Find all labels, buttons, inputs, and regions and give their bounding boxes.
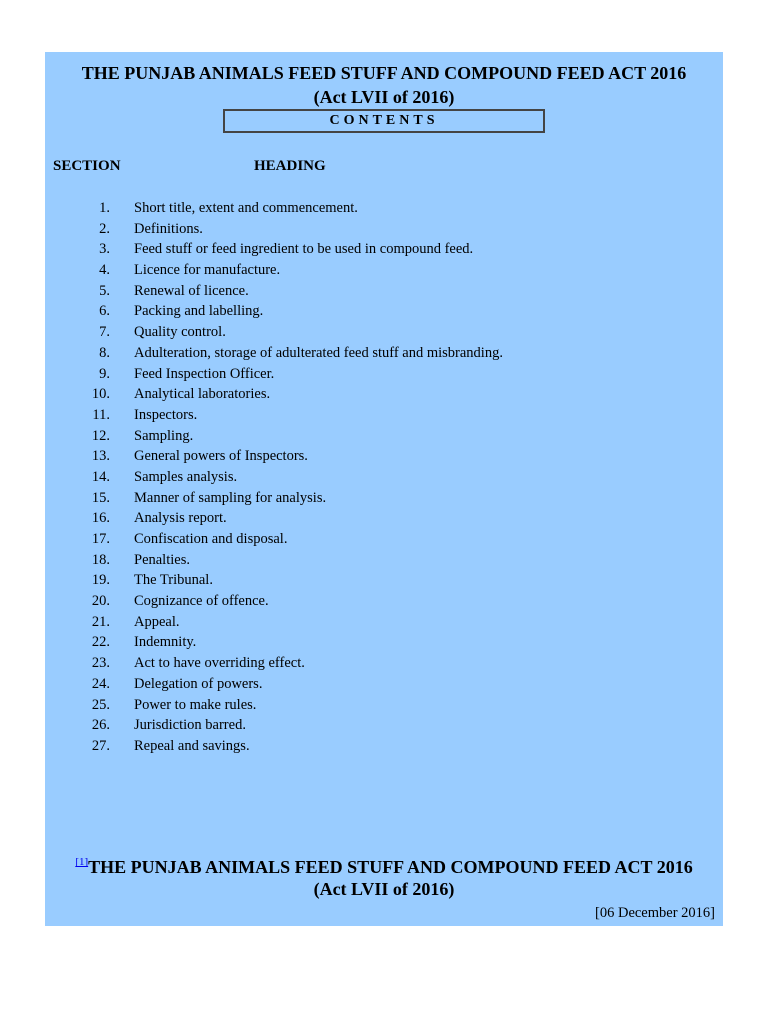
section-heading: Definitions.	[134, 220, 203, 237]
section-heading: Quality control.	[134, 324, 226, 341]
section-number: 11.	[92, 406, 110, 423]
section-heading: The Tribunal.	[134, 572, 213, 589]
section-heading: Penalties.	[134, 551, 190, 568]
section-heading: Manner of sampling for analysis.	[134, 489, 327, 506]
contents-list	[45, 198, 723, 757]
section-number: 22.	[91, 634, 110, 651]
section-heading: Act to have overriding effect.	[134, 655, 305, 672]
contents-item	[45, 405, 723, 426]
section-heading: Feed stuff or feed ingredient to be used in compound feed.	[134, 241, 474, 258]
contents-item	[45, 508, 723, 529]
contents-item	[45, 591, 723, 612]
contents-item	[45, 322, 723, 343]
section-number: 7.	[99, 324, 110, 341]
document-page	[45, 52, 723, 926]
act-title: THE PUNJAB ANIMALS FEED STUFF AND COMPOUND FEED ACT 2016	[81, 63, 687, 83]
section-heading: Packing and labelling.	[134, 303, 264, 320]
contents-item	[45, 364, 723, 385]
contents-item	[45, 632, 723, 653]
footnote-link[interactable]: [1]	[75, 856, 89, 868]
contents-item	[45, 426, 723, 447]
section-number: 25.	[91, 696, 110, 713]
contents-item	[45, 239, 723, 260]
section-number: 6.	[99, 303, 110, 320]
act-title-heading	[45, 851, 723, 878]
section-heading: Inspectors.	[134, 406, 198, 423]
section-number: 24.	[91, 675, 110, 692]
section-number: 26.	[91, 717, 110, 734]
act-title-body: THE PUNJAB ANIMALS FEED STUFF AND COMPOUND FEED ACT 2016	[88, 857, 693, 877]
section-number: 12.	[91, 427, 110, 444]
contents-item	[45, 219, 723, 240]
section-number: 8.	[99, 344, 110, 361]
contents-item	[45, 281, 723, 302]
section-heading: Delegation of powers.	[134, 675, 263, 692]
section-number: 4.	[99, 262, 110, 279]
section-number: 1.	[99, 200, 110, 216]
contents-item	[45, 674, 723, 695]
section-number: 16.	[91, 510, 110, 527]
enactment-date: [06 December 2016]	[595, 905, 715, 921]
section-number: 2.	[99, 220, 110, 237]
section-heading: Cognizance of offence.	[134, 593, 269, 610]
section-number: 18.	[91, 551, 110, 568]
section-column-header: SECTION	[53, 158, 121, 174]
section-heading: Licence for manufacture.	[134, 262, 281, 279]
heading-column-header: HEADING	[254, 158, 326, 174]
section-heading: Repeal and savings.	[134, 737, 250, 754]
contents-item	[45, 467, 723, 488]
section-number: 15.	[91, 489, 110, 506]
section-heading: Feed Inspection Officer.	[134, 365, 275, 382]
contents-item	[45, 653, 723, 674]
section-heading: Sampling.	[134, 427, 194, 444]
contents-item	[45, 301, 723, 322]
section-heading: Power to make rules.	[134, 696, 257, 713]
section-heading: Adulteration, storage of adulterated feed stuff and misbranding.	[134, 344, 503, 361]
contents-item	[45, 550, 723, 571]
contents-item	[45, 343, 723, 364]
contents-item	[45, 260, 723, 281]
act-number-body: (Act LVII of 2016)	[313, 879, 455, 899]
section-number: 3.	[99, 241, 110, 258]
contents-item	[45, 488, 723, 509]
section-number: 5.	[99, 282, 110, 299]
section-heading: Confiscation and disposal.	[134, 531, 288, 547]
section-number: 9.	[99, 365, 110, 382]
section-number: 20.	[91, 593, 110, 610]
contents-item	[45, 446, 723, 467]
contents-item	[45, 198, 723, 219]
act-number: (Act LVII of 2016)	[313, 87, 455, 107]
contents-item	[45, 695, 723, 716]
section-heading: Analysis report.	[134, 510, 227, 527]
section-heading: Indemnity.	[134, 634, 197, 651]
section-number: 19.	[91, 572, 110, 589]
contents-item	[45, 570, 723, 591]
contents-item	[45, 612, 723, 633]
section-heading: Jurisdiction barred.	[134, 717, 246, 734]
section-heading: Samples analysis.	[134, 468, 238, 485]
section-heading: Analytical laboratories.	[134, 386, 271, 403]
section-heading: Renewal of licence.	[134, 282, 249, 299]
contents-item	[45, 529, 723, 550]
contents-item	[45, 736, 723, 757]
section-number: 13.	[91, 448, 110, 465]
section-number: 17.	[91, 531, 110, 547]
section-heading: General powers of Inspectors.	[134, 448, 308, 465]
contents-item	[45, 384, 723, 405]
contents-item	[45, 715, 723, 736]
section-number: 14.	[91, 468, 110, 485]
section-number: 23.	[91, 655, 110, 672]
section-heading: Appeal.	[134, 613, 180, 630]
section-number: 21.	[91, 613, 110, 630]
section-number: 27.	[91, 737, 110, 754]
contents-heading: CONTENTS	[223, 109, 545, 133]
section-heading: Short title, extent and commencement.	[134, 200, 358, 216]
section-number: 10.	[91, 386, 110, 403]
